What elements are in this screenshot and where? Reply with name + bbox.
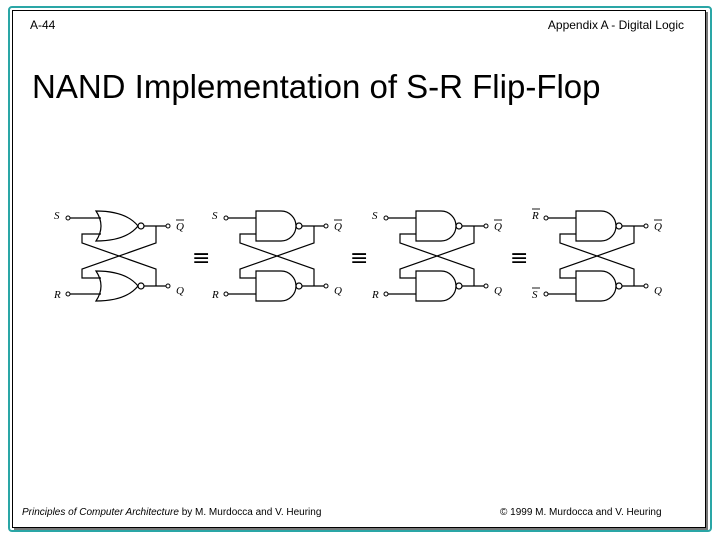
output-terminal-bottom (644, 284, 648, 288)
book-authors: by M. Murdocca and V. Heuring (181, 507, 322, 518)
input-label-top: S (372, 210, 378, 222)
input-label-top: S (212, 210, 218, 222)
footer-copyright: © 1999 M. Murdocca and V. Heuring (500, 507, 662, 518)
input-label-bottom: R (54, 289, 61, 301)
gate-bottom (576, 271, 616, 301)
book-title: Principles of Computer Architecture (22, 507, 179, 518)
output-label-top: Q (494, 221, 502, 233)
gate-top-bubble (296, 223, 302, 229)
gate-top-bubble (138, 223, 144, 229)
input-label-top: S (54, 210, 60, 222)
circuit-1 (53, 210, 184, 301)
input-label-bottom: R (212, 289, 219, 301)
gate-bottom-bubble (456, 283, 462, 289)
gate-bottom-bubble (616, 283, 622, 289)
input-terminal-bottom (224, 292, 228, 296)
gate-bottom (96, 271, 138, 301)
input-terminal-top (66, 216, 70, 220)
gate-top (256, 211, 296, 241)
gate-top (416, 211, 456, 241)
output-terminal-bottom (484, 284, 488, 288)
gate-bottom (416, 271, 456, 301)
circuit-3 (371, 210, 502, 301)
gate-top-bubble (456, 223, 462, 229)
output-label-bottom: Q (654, 285, 662, 297)
equivalence-symbol: ≡ (350, 246, 369, 271)
circuit-4 (531, 209, 662, 301)
equivalence-symbol: ≡ (192, 246, 211, 271)
input-label-top: R (532, 210, 539, 222)
equivalence-group (192, 246, 528, 271)
output-label-top: Q (654, 221, 662, 233)
input-label-bottom: S (532, 289, 538, 301)
output-terminal-top (166, 224, 170, 228)
output-terminal-bottom (166, 284, 170, 288)
page-number: A-44 (30, 18, 56, 32)
output-terminal-top (644, 224, 648, 228)
gate-bottom (256, 271, 296, 301)
input-terminal-top (544, 216, 548, 220)
output-terminal-top (324, 224, 328, 228)
gate-top-bubble (616, 223, 622, 229)
input-label-bottom: R (372, 289, 379, 301)
gate-bottom-bubble (296, 283, 302, 289)
slide-title: NAND Implementation of S-R Flip-Flop (32, 68, 601, 105)
output-label-bottom: Q (176, 285, 184, 297)
output-terminal-bottom (324, 284, 328, 288)
equivalence-symbol: ≡ (510, 246, 529, 271)
circuit-2 (211, 210, 342, 301)
input-terminal-bottom (66, 292, 70, 296)
output-label-top: Q (176, 221, 184, 233)
gate-bottom-bubble (138, 283, 144, 289)
input-terminal-top (384, 216, 388, 220)
output-label-bottom: Q (494, 285, 502, 297)
input-terminal-bottom (544, 292, 548, 296)
output-label-top: Q (334, 221, 342, 233)
output-label-bottom: Q (334, 285, 342, 297)
section-title: Appendix A - Digital Logic (547, 18, 684, 32)
footer-book (22, 507, 321, 518)
input-terminal-bottom (384, 292, 388, 296)
input-terminal-top (224, 216, 228, 220)
gate-top (576, 211, 616, 241)
output-terminal-top (484, 224, 488, 228)
gate-top (96, 211, 138, 241)
